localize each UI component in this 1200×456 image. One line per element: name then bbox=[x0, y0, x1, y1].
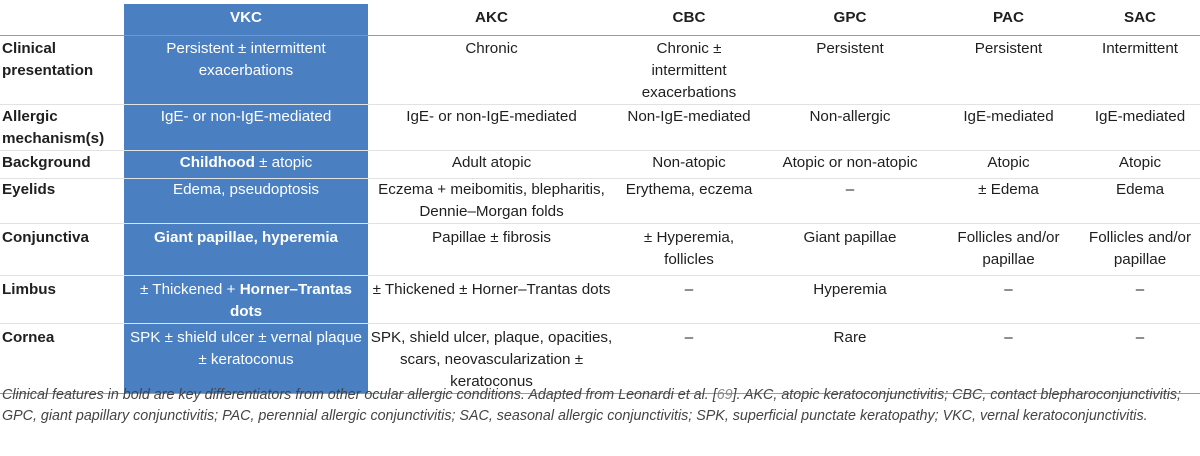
cell-gpc: Giant papillae bbox=[803, 229, 897, 246]
table-row bbox=[0, 105, 1200, 151]
cell-pac: Atopic bbox=[987, 154, 1030, 171]
cell-vkc: Edema, pseudoptosis bbox=[124, 179, 368, 224]
table-row bbox=[0, 224, 1200, 276]
cell-cbc: – bbox=[684, 281, 694, 298]
header-vkc: VKC bbox=[124, 4, 368, 36]
header-gpc: GPC bbox=[763, 4, 937, 36]
cell-akc: SPK, shield ulcer, plaque, opacities, scars, neovascularization ± keratoconus bbox=[370, 329, 613, 390]
cell-cbc: Chronic ± intermittent exacerbations bbox=[641, 40, 737, 101]
comparison-table bbox=[0, 4, 1200, 394]
cell-sac: Edema bbox=[1115, 181, 1165, 198]
header-blank bbox=[0, 4, 124, 36]
cell-cbc: Non-IgE-mediated bbox=[627, 108, 751, 125]
cell-sac: – bbox=[1135, 281, 1145, 298]
cell-text: ± atopic bbox=[254, 154, 313, 171]
header-sac: SAC bbox=[1080, 4, 1200, 36]
table-row bbox=[0, 36, 1200, 105]
row-label: Clinical presentation bbox=[2, 40, 94, 79]
row-label: Conjunctiva bbox=[2, 229, 89, 246]
cell-akc: Papillae ± fibrosis bbox=[432, 229, 551, 246]
key-feature-text: Childhood bbox=[179, 154, 255, 171]
cell-sac: IgE-mediated bbox=[1094, 108, 1186, 125]
caption-text: Clinical features in bold are key differentiators from other ocular allergic conditions. Adapted from Leonardi et al. [ bbox=[2, 387, 717, 403]
header-cbc: CBC bbox=[615, 4, 763, 36]
cell-vkc: Persistent ± intermittent exacerbations bbox=[124, 36, 368, 105]
cell-vkc: SPK ± shield ulcer ± vernal plaque ± keratoconus bbox=[124, 324, 368, 394]
cell-cbc: ± Hyperemia, follicles bbox=[643, 229, 735, 268]
header-pac: PAC bbox=[937, 4, 1080, 36]
cell-akc: Chronic bbox=[465, 40, 518, 57]
cell-vkc: IgE- or non-IgE-mediated bbox=[124, 105, 368, 151]
cell-pac: Follicles and/or papillae bbox=[957, 229, 1060, 268]
row-label: Eyelids bbox=[2, 181, 56, 198]
cell-gpc: Rare bbox=[833, 329, 867, 346]
cell-akc: Adult atopic bbox=[451, 154, 532, 171]
cell-pac: IgE-mediated bbox=[963, 108, 1054, 125]
reference-link[interactable]: 69 bbox=[716, 387, 733, 403]
key-feature-text: Giant papillae, hyperemia bbox=[153, 229, 338, 246]
cell-gpc: Hyperemia bbox=[813, 281, 887, 298]
header-row bbox=[0, 4, 1200, 36]
table-row bbox=[0, 324, 1200, 394]
table-caption bbox=[2, 385, 1198, 427]
cell-gpc: Atopic or non-atopic bbox=[782, 154, 918, 171]
cell-sac: Atopic bbox=[1118, 154, 1162, 171]
cell-pac: – bbox=[1004, 329, 1013, 346]
row-label: Background bbox=[2, 154, 91, 171]
key-feature-text: Horner–Trantas dots bbox=[229, 281, 352, 320]
table-row bbox=[0, 276, 1200, 324]
cell-sac: Follicles and/or papillae bbox=[1088, 229, 1192, 268]
cell-cbc: Non-atopic bbox=[652, 154, 726, 171]
row-label: Cornea bbox=[2, 329, 55, 346]
cell-gpc: Non-allergic bbox=[809, 108, 891, 125]
cell-pac: – bbox=[1004, 281, 1013, 298]
cell-sac: – bbox=[1135, 329, 1145, 346]
cell-pac: ± Edema bbox=[978, 181, 1039, 198]
header-akc: AKC bbox=[368, 4, 615, 36]
cell-sac: Intermittent bbox=[1102, 40, 1178, 57]
cell-vkc bbox=[124, 276, 368, 324]
cell-akc: Eczema + meibomitis, blepharitis, Dennie–Morgan folds bbox=[378, 181, 605, 220]
cell-vkc bbox=[124, 151, 368, 179]
row-label: Allergic mechanism(s) bbox=[2, 108, 105, 147]
cell-gpc: Persistent bbox=[816, 40, 884, 57]
cell-cbc: – bbox=[684, 329, 694, 346]
cell-gpc: – bbox=[845, 181, 855, 198]
row-label: Limbus bbox=[2, 281, 57, 298]
caption-text-cont: ]. AKC, atopic keratoconjunctivitis; CBC, contact blepharoconjunctivitis; GPC, giant papillary conjunctivitis; PAC, perennial allergic conjunctivitis; SAC, seasonal allergic conjunctivitis; SPK, superficial punctate keratopathy; VKC, vernal keratoconjunctivitis. bbox=[2, 387, 1182, 424]
cell-cbc: Erythema, eczema bbox=[625, 181, 753, 198]
table-row bbox=[0, 151, 1200, 179]
cell-vkc bbox=[124, 224, 368, 276]
table-row bbox=[0, 179, 1200, 224]
cell-akc: ± Thickened ± Horner–Trantas dots bbox=[372, 281, 611, 298]
cell-text: ± Thickened + bbox=[140, 281, 240, 298]
cell-pac: Persistent bbox=[974, 40, 1043, 57]
cell-akc: IgE- or non-IgE-mediated bbox=[406, 108, 577, 125]
